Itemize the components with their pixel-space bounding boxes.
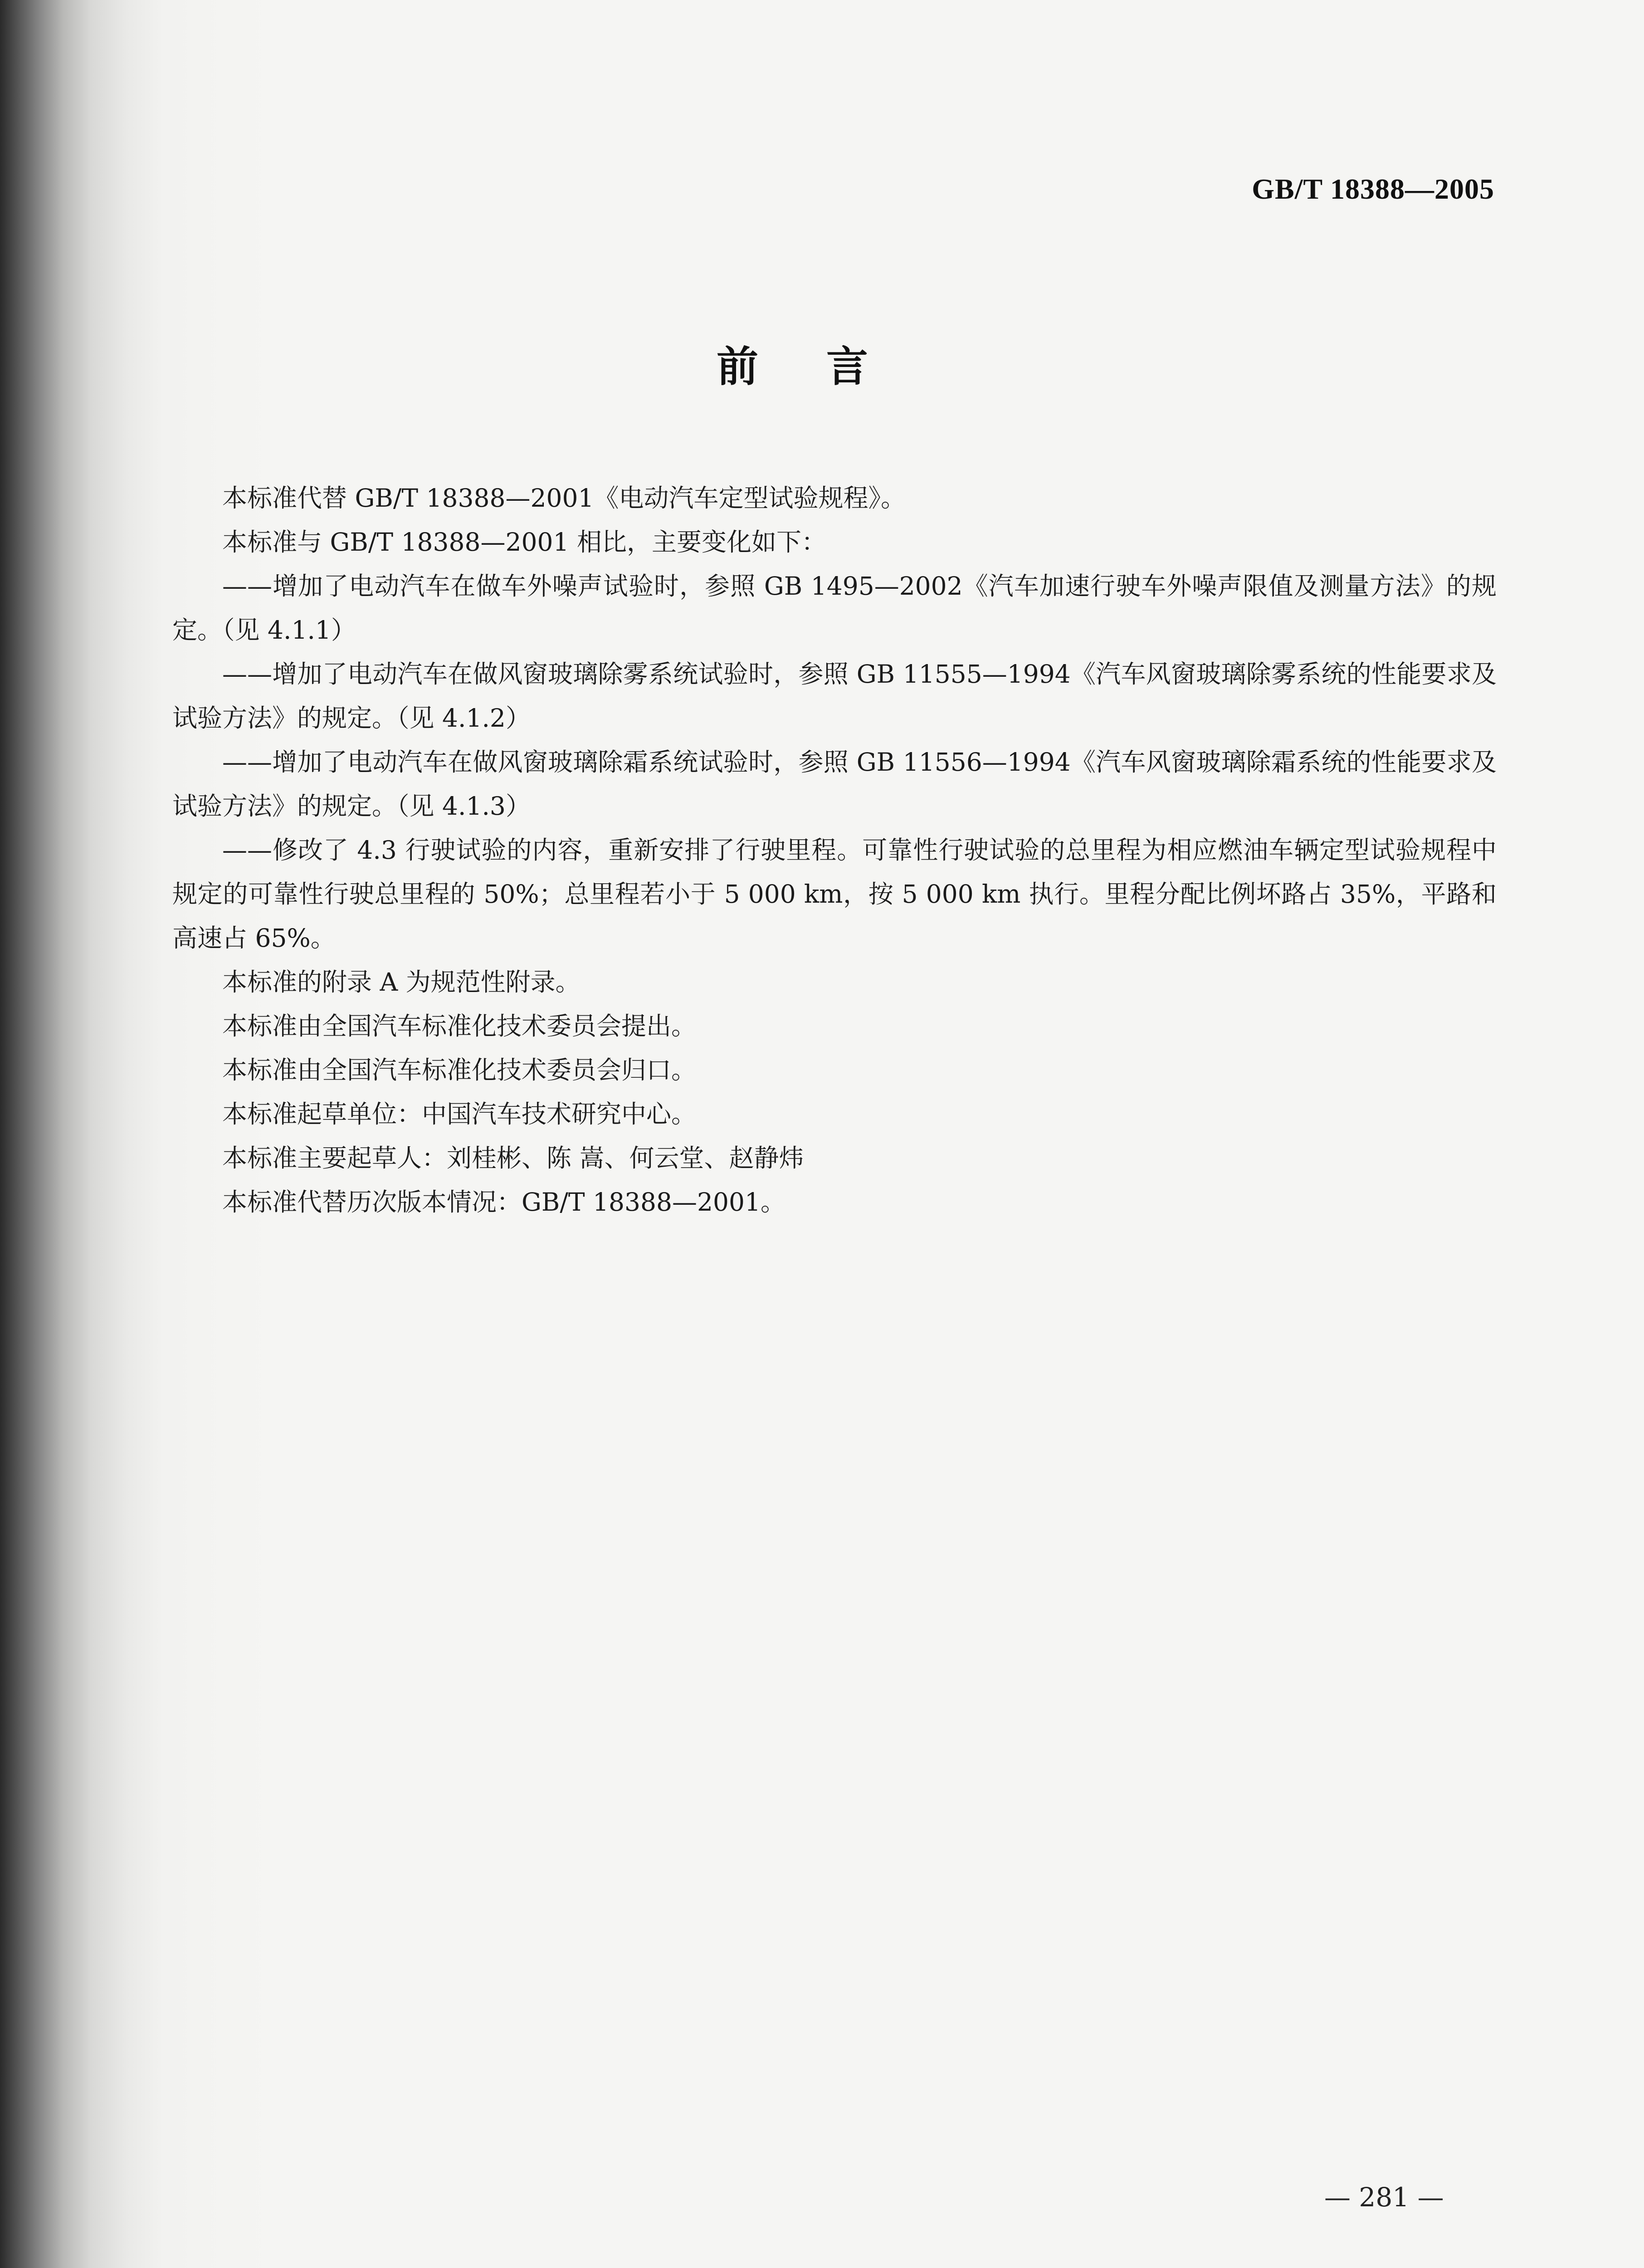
paragraph-replaces: 本标准代替 GB/T 18388—2001《电动汽车定型试验规程》。	[222, 484, 906, 513]
paragraph-drafting-unit: 本标准起草单位：中国汽车技术研究中心。	[222, 1100, 697, 1129]
standard-code: GB/T 18388—2005	[1252, 173, 1494, 205]
paragraph-managed-by: 本标准由全国汽车标准化技术委员会归口。	[222, 1056, 697, 1085]
page-title: 前言	[717, 342, 937, 391]
foreword-body	[172, 476, 1497, 1224]
paragraph-change-demist: ——增加了电动汽车在做风窗玻璃除雾系统试验时，参照 GB 11555—1994《汽车风窗玻璃除雾系统的性能要求及试验方法》的规定。（见 4.1.2）	[172, 660, 1497, 733]
paragraph-change-driving: ——修改了 4.3 行驶试验的内容，重新安排了行驶里程。可靠性行驶试验的总里程为相应燃油车辆定型试验规程中规定的可靠性行驶总里程的 50%；总里程若小于 5 000 km，按 5 000 km 执行。里程分配比例坏路占 35%，平路和高速占 65%。	[172, 836, 1497, 953]
paragraph-previous-editions: 本标准代替历次版本情况：GB/T 18388—2001。	[222, 1188, 785, 1217]
paragraph-change-defrost: ——增加了电动汽车在做风窗玻璃除霜系统试验时，参照 GB 11556—1994《汽车风窗玻璃除霜系统的性能要求及试验方法》的规定。（见 4.1.3）	[172, 748, 1497, 821]
paragraph-changes-intro: 本标准与 GB/T 18388—2001 相比，主要变化如下：	[222, 528, 826, 557]
paragraph-drafters: 本标准主要起草人：刘桂彬、陈 嵩、何云堂、赵静炜	[222, 1144, 804, 1173]
paragraph-proposed-by: 本标准由全国汽车标准化技术委员会提出。	[222, 1012, 697, 1041]
paragraph-change-noise: ——增加了电动汽车在做车外噪声试验时，参照 GB 1495—2002《汽车加速行驶车外噪声限值及测量方法》的规定。（见 4.1.1）	[172, 572, 1497, 645]
paragraph-annex: 本标准的附录 A 为规范性附录。	[222, 968, 581, 997]
page-number: — 281 —	[1324, 2182, 1444, 2213]
